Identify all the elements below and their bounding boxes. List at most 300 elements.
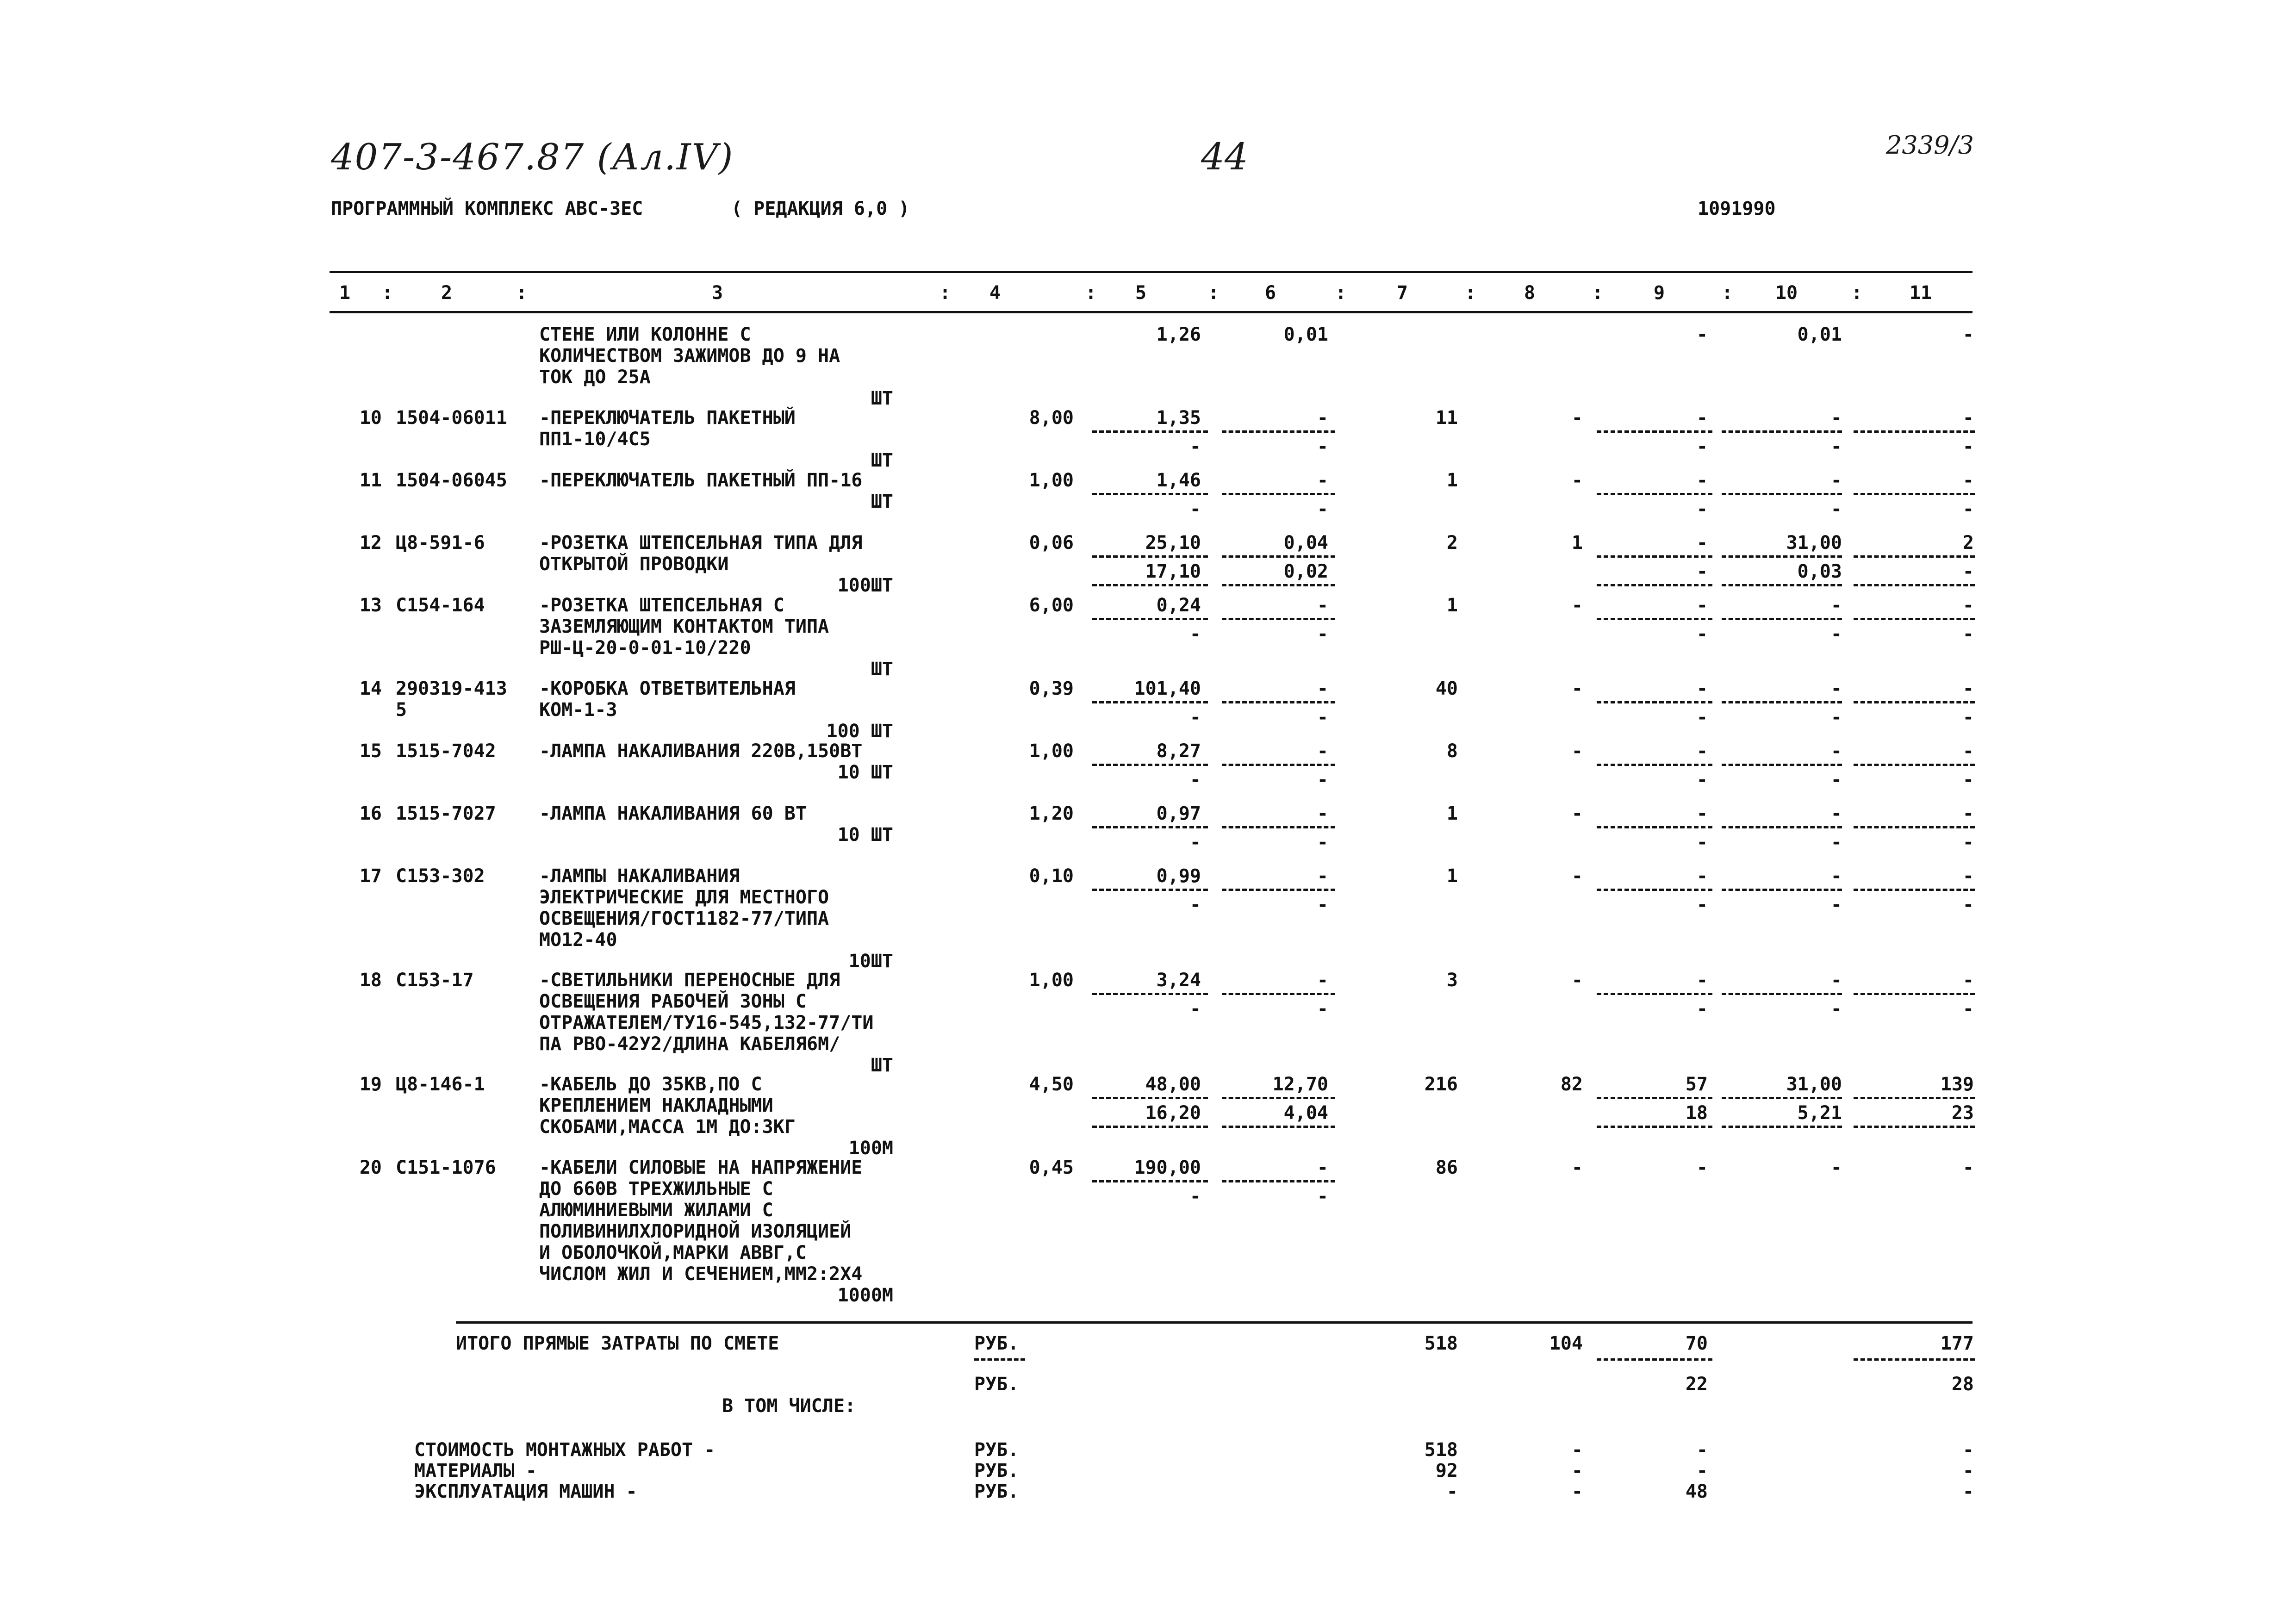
cell-c9b: - <box>1696 561 1708 582</box>
value-underline <box>1092 493 1208 495</box>
cell-c10: 31,00 <box>1786 532 1842 554</box>
document-number: 1091990 <box>1698 198 1776 219</box>
cell-c10b: - <box>1830 707 1842 728</box>
cell-c9: - <box>1696 407 1708 429</box>
including-label: В ТОМ ЧИСЛЕ: <box>722 1395 856 1417</box>
cell-c5b: - <box>1189 707 1201 728</box>
cell-c9: - <box>1696 678 1708 699</box>
cell-c5b: - <box>1189 498 1201 520</box>
cell-c9: - <box>1696 1157 1708 1178</box>
value-underline <box>1222 1097 1335 1099</box>
breakdown-unit: РУБ. <box>974 1439 1019 1461</box>
value-underline <box>1597 889 1712 891</box>
page-number: 44 <box>1201 135 1248 178</box>
column-separator: : <box>1722 282 1733 304</box>
column-header-1: 1 <box>339 282 351 304</box>
totals-underline <box>1854 1358 1975 1361</box>
row-number: 12 <box>359 532 382 554</box>
cell-c9: 57 <box>1685 1074 1708 1095</box>
cell-c11b: - <box>1962 707 1974 728</box>
value-underline <box>1722 555 1842 558</box>
value-underline <box>1597 618 1712 620</box>
value-underline <box>1092 701 1208 703</box>
row-number: 19 <box>359 1074 382 1095</box>
cell-c5: 190,00 <box>1134 1157 1201 1178</box>
unit-of-measure: ШТ <box>871 491 893 512</box>
row-number: 20 <box>359 1157 382 1178</box>
cell-c7: 2 <box>1446 532 1458 554</box>
cell-c10b: - <box>1830 998 1842 1020</box>
cell-c9: - <box>1696 595 1708 616</box>
breakdown-label: СТОИМОСТЬ МОНТАЖНЫХ РАБОТ - <box>414 1439 716 1461</box>
value-underline <box>1722 889 1842 891</box>
cell-c5b: - <box>1189 894 1201 915</box>
cell-c6: - <box>1317 407 1328 429</box>
cell-c6: 0,01 <box>1283 324 1328 345</box>
value-underline <box>1597 584 1712 586</box>
resource-code: Ц8-591-6 <box>396 532 485 554</box>
cell-c9: - <box>1696 865 1708 887</box>
value-underline <box>1722 618 1842 620</box>
cell-qty: 1,20 <box>1029 803 1074 824</box>
breakdown-label: ЭКСПЛУАТАЦИЯ МАШИН - <box>414 1481 637 1502</box>
cell-c10b: - <box>1830 894 1842 915</box>
cell-c10: - <box>1830 595 1842 616</box>
cell-c10b: - <box>1830 623 1842 645</box>
value-underline <box>1854 1126 1975 1128</box>
cell-c11b: - <box>1962 436 1974 457</box>
cell-c10b: - <box>1830 436 1842 457</box>
cell-c8: - <box>1571 595 1583 616</box>
cell-c5b: - <box>1189 623 1201 645</box>
cell-c11: - <box>1962 470 1974 491</box>
cell-c11: - <box>1962 970 1974 991</box>
cell-c8: - <box>1571 970 1583 991</box>
value-underline <box>1854 701 1975 703</box>
value-underline <box>1222 764 1335 766</box>
breakdown-c11: - <box>1962 1481 1974 1502</box>
cell-c7: 8 <box>1446 740 1458 762</box>
cell-c6: - <box>1317 470 1328 491</box>
cell-c6b: - <box>1317 894 1328 915</box>
cell-qty: 4,50 <box>1029 1074 1074 1095</box>
cell-c9b: - <box>1696 498 1708 520</box>
cell-c11b: - <box>1962 561 1974 582</box>
column-separator: : <box>1851 282 1863 304</box>
breakdown-c8: - <box>1571 1439 1583 1461</box>
value-underline <box>1222 826 1335 828</box>
value-underline <box>1597 826 1712 828</box>
cell-c5b: - <box>1189 436 1201 457</box>
totals-underline <box>1597 1358 1712 1361</box>
cell-c5: 0,99 <box>1156 865 1201 887</box>
cell-c10b: 5,21 <box>1797 1102 1842 1124</box>
value-underline <box>1854 889 1975 891</box>
value-underline <box>1722 826 1842 828</box>
cell-c7: 11 <box>1435 407 1458 429</box>
value-underline <box>1092 826 1208 828</box>
breakdown-c8: - <box>1571 1481 1583 1502</box>
column-header-11: 11 <box>1909 282 1932 304</box>
cell-c5: 48,00 <box>1145 1074 1201 1095</box>
value-underline <box>1597 493 1712 495</box>
resource-description: -ЛАМПЫ НАКАЛИВАНИЯ ЭЛЕКТРИЧЕСКИЕ ДЛЯ МЕСТНОГО ОСВЕЩЕНИЯ/ГОСТ1182-77/ТИПА МО12-40 <box>539 865 829 951</box>
value-underline <box>1722 493 1842 495</box>
totals-underline <box>974 1358 1025 1361</box>
edition-label: ( РЕДАКЦИЯ 6,0 ) <box>731 198 910 219</box>
resource-description: -РОЗЕТКА ШТЕПСЕЛЬНАЯ ТИПА ДЛЯ ОТКРЫТОЙ ПРОВОДКИ <box>539 532 863 575</box>
cell-c8: - <box>1571 803 1583 824</box>
cell-c9b: - <box>1696 623 1708 645</box>
cell-c6: - <box>1317 1157 1328 1178</box>
cell-c9: - <box>1696 740 1708 762</box>
resource-code: 1504-06045 <box>396 470 507 491</box>
cell-qty: 1,00 <box>1029 970 1074 991</box>
cell-c8: - <box>1571 740 1583 762</box>
row-number: 11 <box>359 470 382 491</box>
cell-c6b: - <box>1317 498 1328 520</box>
cell-c6b: - <box>1317 1186 1328 1207</box>
cell-qty: 0,10 <box>1029 865 1074 887</box>
cell-c5: 101,40 <box>1134 678 1201 699</box>
unit-of-measure: ШТ <box>871 1055 893 1076</box>
resource-description: -ПЕРЕКЛЮЧАТЕЛЬ ПАКЕТНЫЙ ПП1-10/4С5 <box>539 407 796 450</box>
cell-c8: - <box>1571 470 1583 491</box>
value-underline <box>1597 993 1712 995</box>
column-separator: : <box>516 282 528 304</box>
value-underline <box>1722 993 1842 995</box>
column-separator: : <box>1208 282 1220 304</box>
breakdown-unit: РУБ. <box>974 1460 1019 1481</box>
cell-c9: - <box>1696 803 1708 824</box>
breakdown-c8: - <box>1571 1460 1583 1481</box>
unit-of-measure: ШТ <box>871 450 893 471</box>
resource-description: -СВЕТИЛЬНИКИ ПЕРЕНОСНЫЕ ДЛЯ ОСВЕЩЕНИЯ РАБОЧЕЙ ЗОНЫ С ОТРАЖАТЕЛЕМ/ТУ16-545,132-77/ТИ ПА РВО-42У2/ДЛИНА КАБЕЛЯ6М/ <box>539 970 874 1055</box>
value-underline <box>1092 889 1208 891</box>
cell-c8: 82 <box>1560 1074 1583 1095</box>
cell-c11: - <box>1962 678 1974 699</box>
cell-qty: 8,00 <box>1029 407 1074 429</box>
resource-code: С153-302 <box>396 865 485 887</box>
resource-description: -РОЗЕТКА ШТЕПСЕЛЬНАЯ С ЗАЗЕМЛЯЮЩИМ КОНТАКТОМ ТИПА РШ-Ц-20-0-01-10/220 <box>539 595 829 659</box>
unit-of-measure: ШТ <box>871 659 893 680</box>
cell-c7: 40 <box>1435 678 1458 699</box>
value-underline <box>1854 618 1975 620</box>
value-underline <box>1597 764 1712 766</box>
cell-c11b: - <box>1962 769 1974 790</box>
value-underline <box>1722 584 1842 586</box>
cell-c8: - <box>1571 865 1583 887</box>
cell-c8: - <box>1571 678 1583 699</box>
cell-qty: 1,00 <box>1029 740 1074 762</box>
cell-c8: - <box>1571 407 1583 429</box>
cell-c6: - <box>1317 865 1328 887</box>
column-header-10: 10 <box>1775 282 1798 304</box>
column-separator: : <box>1592 282 1604 304</box>
cell-c6b: - <box>1317 707 1328 728</box>
cell-c9b: - <box>1696 769 1708 790</box>
cell-c5: 0,97 <box>1156 803 1201 824</box>
cell-c7: 1 <box>1446 865 1458 887</box>
cell-c10: - <box>1830 970 1842 991</box>
column-header-4: 4 <box>989 282 1001 304</box>
cell-c6: - <box>1317 595 1328 616</box>
unit-of-measure: 10 ШТ <box>837 762 893 783</box>
cell-c10: - <box>1830 740 1842 762</box>
cell-c10b: - <box>1830 769 1842 790</box>
resource-code: 1504-06011 <box>396 407 507 429</box>
cell-c7: 3 <box>1446 970 1458 991</box>
cell-c8: - <box>1571 1157 1583 1178</box>
column-separator: : <box>382 282 393 304</box>
row-number: 17 <box>359 865 382 887</box>
cell-c6b: - <box>1317 623 1328 645</box>
cell-c9: - <box>1696 970 1708 991</box>
value-underline <box>1222 889 1335 891</box>
cell-qty: 0,06 <box>1029 532 1074 554</box>
value-underline <box>1722 1126 1842 1128</box>
value-underline <box>1092 993 1208 995</box>
cell-c11: - <box>1962 803 1974 824</box>
column-separator: : <box>940 282 951 304</box>
cell-c9b: 18 <box>1685 1102 1708 1124</box>
unit-of-measure: 1000М <box>837 1285 893 1306</box>
value-underline <box>1854 993 1975 995</box>
breakdown-c9: - <box>1696 1460 1708 1481</box>
cell-qty: 1,00 <box>1029 470 1074 491</box>
resource-code: Ц8-146-1 <box>396 1074 485 1095</box>
resource-description: -ЛАМПА НАКАЛИВАНИЯ 220В,150ВТ <box>539 740 863 762</box>
totals-c8: 104 <box>1549 1333 1583 1354</box>
value-underline <box>1092 584 1208 586</box>
row-number: 13 <box>359 595 382 616</box>
cell-c9b: - <box>1696 894 1708 915</box>
value-underline <box>1854 1097 1975 1099</box>
totals-unit-2: РУБ. <box>974 1374 1019 1395</box>
value-underline <box>1092 618 1208 620</box>
cell-c6b: - <box>1317 998 1328 1020</box>
cell-c8: 1 <box>1571 532 1583 554</box>
row-number: 10 <box>359 407 382 429</box>
cell-c11b: - <box>1962 832 1974 853</box>
breakdown-c9: - <box>1696 1439 1708 1461</box>
cell-c5: 3,24 <box>1156 970 1201 991</box>
cell-c9b: - <box>1696 998 1708 1020</box>
breakdown-c9: 48 <box>1685 1481 1708 1502</box>
cell-c6b: 0,02 <box>1283 561 1328 582</box>
cell-c5b: 17,10 <box>1145 561 1201 582</box>
cell-c10b: 0,03 <box>1797 561 1842 582</box>
value-underline <box>1597 1126 1712 1128</box>
value-underline <box>1092 764 1208 766</box>
cell-c6b: 4,04 <box>1283 1102 1328 1124</box>
resource-code: С154-164 <box>396 595 485 616</box>
resource-code: С153-17 <box>396 970 474 991</box>
value-underline <box>1222 584 1335 586</box>
value-underline <box>1092 1097 1208 1099</box>
totals-c11: 177 <box>1940 1333 1974 1354</box>
column-header-9: 9 <box>1653 282 1665 304</box>
cell-c9: - <box>1696 532 1708 554</box>
cell-c6: - <box>1317 970 1328 991</box>
column-separator: : <box>1465 282 1476 304</box>
value-underline <box>1597 701 1712 703</box>
value-underline <box>1222 618 1335 620</box>
cell-c6: - <box>1317 740 1328 762</box>
cell-c11: - <box>1962 324 1974 345</box>
resource-code: С151-1076 <box>396 1157 496 1178</box>
breakdown-c7: - <box>1446 1481 1458 1502</box>
cell-c5b: - <box>1189 832 1201 853</box>
cell-c5: 8,27 <box>1156 740 1201 762</box>
cell-c5b: - <box>1189 769 1201 790</box>
cell-c6b: - <box>1317 832 1328 853</box>
cell-c6: 0,04 <box>1283 532 1328 554</box>
cell-c5b: - <box>1189 1186 1201 1207</box>
value-underline <box>1854 430 1975 433</box>
unit-of-measure: 100М <box>848 1138 893 1159</box>
resource-description: -КАБЕЛЬ ДО 35КВ,ПО С КРЕПЛЕНИЕМ НАКЛАДНЫМИ СКОБАМИ,МАССА 1М ДО:3КГ <box>539 1074 796 1138</box>
breakdown-label: МАТЕРИАЛЫ - <box>414 1460 537 1481</box>
column-header-7: 7 <box>1396 282 1408 304</box>
cell-c10: - <box>1830 803 1842 824</box>
resource-description: -КАБЕЛИ СИЛОВЫЕ НА НАПРЯЖЕНИЕ ДО 660В ТРЕХЖИЛЬНЫЕ С АЛЮМИНИЕВЫМИ ЖИЛАМИ С ПОЛИВИНИЛХЛОРИДНОЙ ИЗОЛЯЦИЕЙ И ОБОЛОЧКОЙ,МАРКИ АВВГ,С ЧИСЛОМ ЖИЛ И СЕЧЕНИЕМ,ММ2:2Х4 <box>539 1157 863 1285</box>
value-underline <box>1722 701 1842 703</box>
cell-c10b: - <box>1830 498 1842 520</box>
resource-description: СТЕНЕ ИЛИ КОЛОННЕ С КОЛИЧЕСТВОМ ЗАЖИМОВ ДО 9 НА ТОК ДО 25А <box>539 324 840 388</box>
unit-of-measure: 10ШТ <box>848 951 893 972</box>
value-underline <box>1222 1180 1335 1182</box>
sheet-reference: 2339/3 <box>1886 131 1974 160</box>
breakdown-c7: 92 <box>1435 1460 1458 1481</box>
value-underline <box>1092 555 1208 558</box>
cell-c7: 216 <box>1424 1074 1458 1095</box>
row-number: 18 <box>359 970 382 991</box>
column-separator: : <box>1335 282 1347 304</box>
value-underline <box>1092 1126 1208 1128</box>
cell-c5: 1,35 <box>1156 407 1201 429</box>
cell-c5: 1,26 <box>1156 324 1201 345</box>
value-underline <box>1222 493 1335 495</box>
cell-c6b: - <box>1317 769 1328 790</box>
value-underline <box>1722 764 1842 766</box>
cell-c6: - <box>1317 803 1328 824</box>
breakdown-c7: 518 <box>1424 1439 1458 1461</box>
row-number: 15 <box>359 740 382 762</box>
totals-c7: 518 <box>1424 1333 1458 1354</box>
column-separator: : <box>1085 282 1097 304</box>
value-underline <box>1222 430 1335 433</box>
cell-c7: 1 <box>1446 470 1458 491</box>
value-underline <box>1854 555 1975 558</box>
resource-description: -ПЕРЕКЛЮЧАТЕЛЬ ПАКЕТНЫЙ ПП-16 <box>539 470 863 491</box>
column-header-8: 8 <box>1524 282 1536 304</box>
cell-c11: - <box>1962 407 1974 429</box>
resource-code: 1515-7042 <box>396 740 496 762</box>
value-underline <box>1222 701 1335 703</box>
cell-c9b: - <box>1696 832 1708 853</box>
value-underline <box>1092 1180 1208 1182</box>
totals-c11b: 28 <box>1951 1374 1974 1395</box>
cell-c9b: - <box>1696 707 1708 728</box>
column-header-6: 6 <box>1264 282 1276 304</box>
cell-c9: - <box>1696 470 1708 491</box>
cell-c5: 0,24 <box>1156 595 1201 616</box>
cell-qty: 0,45 <box>1029 1157 1074 1178</box>
value-underline <box>1722 430 1842 433</box>
column-header-5: 5 <box>1135 282 1147 304</box>
value-underline <box>1597 430 1712 433</box>
resource-code: 1515-7027 <box>396 803 496 824</box>
totals-label: ИТОГО ПРЯМЫЕ ЗАТРАТЫ ПО СМЕТЕ <box>456 1333 779 1354</box>
cell-qty: 0,39 <box>1029 678 1074 699</box>
cell-c11: - <box>1962 865 1974 887</box>
column-header-2: 2 <box>441 282 453 304</box>
program-name: ПРОГРАММНЫЙ КОМПЛЕКС АВС-3ЕС <box>331 198 643 219</box>
cell-c7: 1 <box>1446 595 1458 616</box>
cell-c10: - <box>1830 865 1842 887</box>
cell-c6b: - <box>1317 436 1328 457</box>
value-underline <box>1854 826 1975 828</box>
cell-c10: 31,00 <box>1786 1074 1842 1095</box>
table-top-rule <box>330 271 1972 273</box>
unit-of-measure: 100 ШТ <box>826 721 893 742</box>
row-number: 14 <box>359 678 382 699</box>
document-code: 407-3-467.87 (Ал.IV) <box>331 137 734 178</box>
cell-c11: 139 <box>1940 1074 1974 1095</box>
cell-c11b: 23 <box>1951 1102 1974 1124</box>
resource-code: 290319-413 5 <box>396 678 507 721</box>
cell-c6: 12,70 <box>1272 1074 1328 1095</box>
cell-c5: 1,46 <box>1156 470 1201 491</box>
cell-c11b: - <box>1962 894 1974 915</box>
value-underline <box>1222 993 1335 995</box>
value-underline <box>1722 1097 1842 1099</box>
value-underline <box>1222 555 1335 558</box>
cell-c11: - <box>1962 595 1974 616</box>
cell-c5b: - <box>1189 998 1201 1020</box>
totals-c9b: 22 <box>1685 1374 1708 1395</box>
cell-c5b: 16,20 <box>1145 1102 1201 1124</box>
cell-c11: - <box>1962 740 1974 762</box>
cell-c11: - <box>1962 1157 1974 1178</box>
cell-c7: 86 <box>1435 1157 1458 1178</box>
column-header-3: 3 <box>711 282 723 304</box>
row-number: 16 <box>359 803 382 824</box>
cell-c10: - <box>1830 678 1842 699</box>
value-underline <box>1597 555 1712 558</box>
totals-unit: РУБ. <box>974 1333 1019 1354</box>
cell-c5: 25,10 <box>1145 532 1201 554</box>
cell-c11: 2 <box>1962 532 1974 554</box>
cell-c9b: - <box>1696 436 1708 457</box>
cell-c6: - <box>1317 678 1328 699</box>
cell-c10: - <box>1830 407 1842 429</box>
cell-c11b: - <box>1962 498 1974 520</box>
cell-qty: 6,00 <box>1029 595 1074 616</box>
totals-rule <box>456 1321 1972 1324</box>
value-underline <box>1222 1126 1335 1128</box>
cell-c11b: - <box>1962 623 1974 645</box>
cell-c10: 0,01 <box>1797 324 1842 345</box>
totals-c9: 70 <box>1685 1333 1708 1354</box>
table-header-rule <box>330 311 1972 313</box>
cell-c7: 1 <box>1446 803 1458 824</box>
unit-of-measure: 10 ШТ <box>837 824 893 846</box>
cell-c10b: - <box>1830 832 1842 853</box>
cell-c9: - <box>1696 324 1708 345</box>
breakdown-c11: - <box>1962 1460 1974 1481</box>
